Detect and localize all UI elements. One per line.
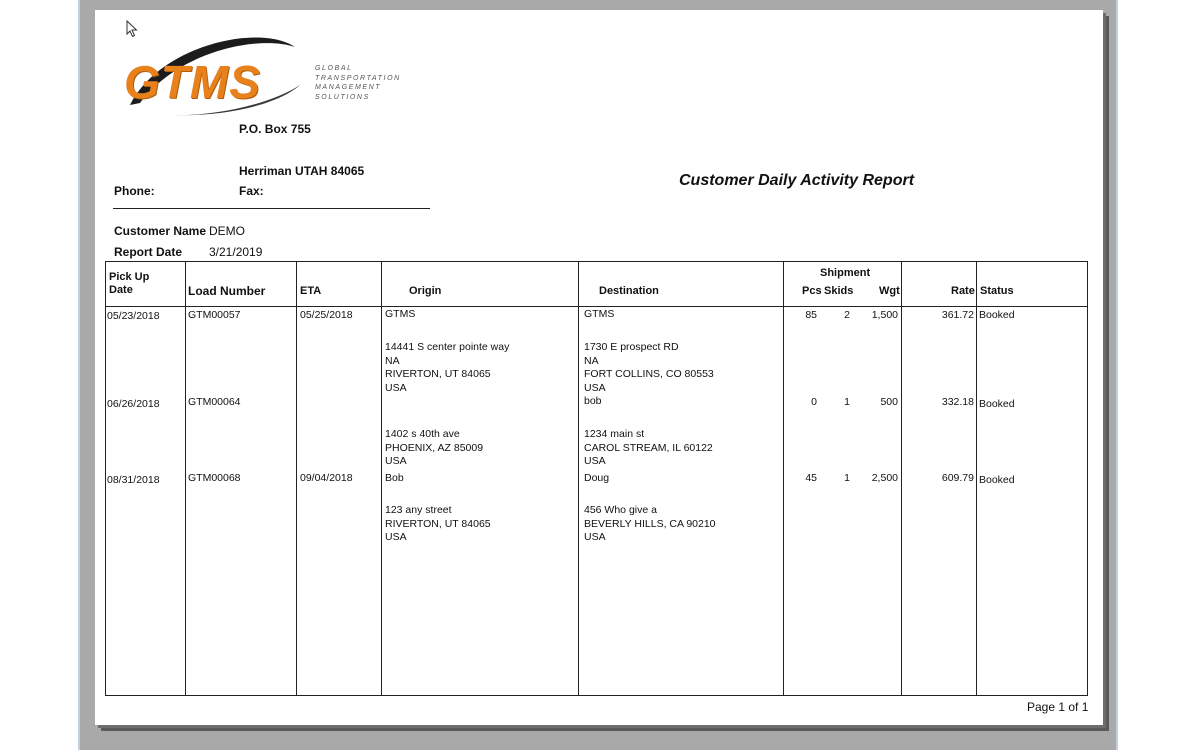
row-eta: 09/04/2018: [300, 472, 353, 484]
row-skids: 1: [844, 472, 850, 484]
customer-name-label: Customer Name: [114, 224, 207, 238]
fax-label: Fax:: [239, 184, 264, 198]
address-divider: [113, 208, 430, 209]
company-logo: [110, 25, 400, 125]
header-status: Status: [980, 285, 1014, 297]
header-eta: ETA: [300, 285, 322, 297]
report-date-label: Report Date: [114, 245, 183, 259]
row-rate: 361.72: [941, 309, 974, 321]
header-shipment: Shipment: [820, 267, 871, 279]
row-origin-name: GTMS: [385, 308, 416, 320]
row-rate: 609.79: [941, 472, 974, 484]
row-load-number: GTM00057: [188, 309, 241, 321]
row-origin-address: 123 any street RIVERTON, UT 84065 USA: [385, 504, 491, 543]
row-load-number: GTM00064: [188, 396, 241, 408]
row-origin-address: 1402 s 40th ave PHOENIX, AZ 85009 USA: [385, 428, 484, 467]
row-destination-address: 1730 E prospect RD NA FORT COLLINS, CO 80553 USA: [584, 341, 714, 394]
logo-text: GTMS: [124, 56, 261, 108]
header-destination: Destination: [599, 285, 659, 297]
row-pcs: 0: [811, 396, 817, 408]
header-wgt: Wgt: [879, 285, 900, 297]
header-pcs: Pcs: [802, 285, 822, 297]
header-origin: Origin: [409, 285, 442, 297]
address-line-1: P.O. Box 755: [239, 122, 311, 136]
row-load-number: GTM00068: [188, 472, 241, 484]
customer-name-value: DEMO: [209, 224, 245, 238]
row-origin-address: 14441 S center pointe way NA RIVERTON, UT 84065 USA: [385, 341, 510, 394]
row-skids: 2: [844, 309, 850, 321]
row-pickup-date: 08/31/2018: [107, 474, 160, 486]
row-skids: 1: [844, 396, 850, 408]
row-destination-name: Doug: [584, 472, 610, 484]
address-line-2: Herriman UTAH 84065: [239, 164, 365, 178]
row-pcs: 85: [805, 309, 817, 321]
header-skids: Skids: [824, 285, 854, 297]
logo-subtitle: GLOBAL TRANSPORTATION MANAGEMENT SOLUTIONS: [315, 65, 401, 101]
report-date-value: 3/21/2019: [209, 245, 263, 259]
row-status: Booked: [979, 474, 1015, 486]
page-indicator: Page 1 of 1: [1027, 700, 1089, 714]
phone-label: Phone:: [114, 184, 155, 198]
row-destination-name: GTMS: [584, 308, 615, 320]
header-rate: Rate: [951, 285, 975, 297]
report-title: Customer Daily Activity Report: [679, 172, 915, 189]
row-status: Booked: [979, 309, 1015, 321]
row-destination-address: 1234 main st CAROL STREAM, IL 60122 USA: [584, 428, 713, 467]
row-pcs: 45: [805, 472, 817, 484]
row-eta: 05/25/2018: [300, 309, 353, 321]
row-rate: 332.18: [941, 396, 974, 408]
row-status: Booked: [979, 398, 1015, 410]
header-pickup-date: Pick Up Date: [109, 271, 150, 296]
row-destination-address: 456 Who give a BEVERLY HILLS, CA 90210 USA: [584, 504, 716, 543]
row-wgt: 2,500: [871, 472, 898, 484]
row-destination-name: bob: [584, 395, 602, 407]
row-pickup-date: 06/26/2018: [107, 398, 160, 410]
row-pickup-date: 05/23/2018: [107, 310, 160, 322]
header-load-number: Load Number: [188, 284, 266, 298]
row-wgt: 1,500: [871, 309, 898, 321]
row-wgt: 500: [880, 396, 898, 408]
row-origin-name: Bob: [385, 472, 404, 484]
report-page: [95, 10, 1103, 725]
